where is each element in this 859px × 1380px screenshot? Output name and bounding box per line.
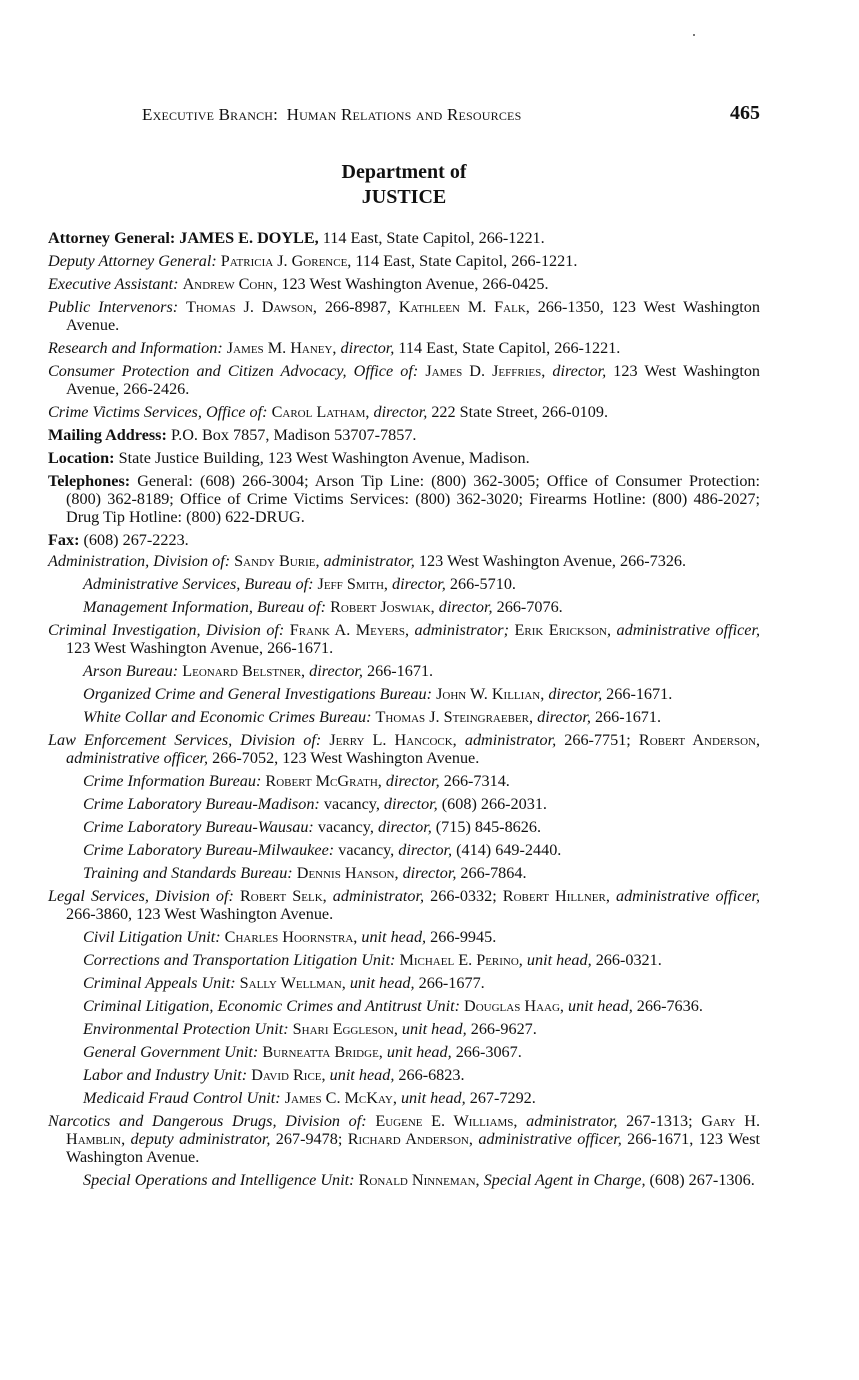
entry-name: Carol Latham, bbox=[271, 403, 370, 421]
entry-name: David Rice, bbox=[251, 1066, 326, 1084]
sub-entry bbox=[48, 818, 760, 836]
entry-role: Crime Laboratory Bureau-Wausau: bbox=[83, 818, 314, 836]
entry-rest: 266-6823. bbox=[398, 1066, 465, 1084]
sub-entry bbox=[48, 1171, 760, 1189]
entry-title: unit head, bbox=[386, 1043, 452, 1061]
entry-role: Environmental Protection Unit: bbox=[83, 1020, 289, 1038]
entry-role: Criminal Appeals Unit: bbox=[83, 974, 236, 992]
entry-title: administrator; bbox=[414, 621, 509, 639]
entry-title: director, bbox=[402, 864, 457, 882]
entry-name: Robert Selk, bbox=[239, 887, 327, 905]
entry-rest: (608) 267-1306. bbox=[649, 1171, 755, 1189]
consumer-entry bbox=[48, 362, 760, 398]
entry-name: James D. Jeffries, bbox=[425, 362, 546, 380]
entry-title: Special Agent in Charge, bbox=[483, 1171, 646, 1189]
entry-title: unit head, bbox=[401, 1020, 467, 1038]
narcotics-division bbox=[48, 1112, 760, 1166]
admin-division bbox=[48, 552, 760, 570]
entry-title: director, bbox=[392, 575, 446, 593]
ag-name: JAMES E. DOYLE, bbox=[179, 229, 319, 247]
entry-name: John W. Killian, bbox=[436, 685, 545, 703]
entry-rest: 266-9945. bbox=[430, 928, 497, 946]
entry-role: Law Enforcement Services, Division of: bbox=[48, 731, 322, 749]
entry-title: unit head, bbox=[329, 1066, 395, 1084]
entry-rest: 266-1671. bbox=[606, 685, 673, 703]
entry-name: Robert Joswiak, bbox=[330, 598, 435, 616]
directory-body bbox=[48, 229, 760, 1194]
sub-entry bbox=[48, 662, 760, 680]
sub-entry bbox=[48, 841, 760, 859]
entry-name: Leonard Belstner, bbox=[182, 662, 306, 680]
entry-rest: 123 West Washington Avenue, 266-0425. bbox=[281, 275, 549, 293]
sub-entry bbox=[48, 951, 760, 969]
field-label: Location: bbox=[48, 449, 115, 467]
field-value: P.O. Box 7857, Madison 53707-7857. bbox=[170, 426, 417, 444]
header-section: Human Relations and Resources bbox=[286, 105, 522, 124]
entry-name: Richard Anderson, bbox=[347, 1130, 473, 1148]
entry-title: unit head, bbox=[361, 928, 427, 946]
entry-title: director, bbox=[398, 841, 453, 859]
entry-rest: 266-0332; bbox=[430, 887, 497, 905]
scan-speck bbox=[693, 34, 695, 36]
entry-name: Robert McGrath, bbox=[265, 772, 382, 790]
entry-title: administrative officer, bbox=[66, 749, 209, 767]
entry-name: Thomas J. Steingraeber, bbox=[375, 708, 534, 726]
legal-services-division bbox=[48, 887, 760, 923]
entry-title: unit head, bbox=[526, 951, 592, 969]
entry-rest: 123 West Washington Avenue, 266-7326. bbox=[418, 552, 687, 570]
field-label: Telephones: bbox=[48, 472, 131, 490]
entry-name: Gary H. Hamblin, bbox=[66, 1112, 761, 1148]
entry-role: Executive Assistant: bbox=[48, 275, 179, 293]
entry-rest: 222 State Street, 266-0109. bbox=[431, 403, 609, 421]
department-title bbox=[48, 160, 760, 210]
entry-name: Frank A. Meyers, bbox=[289, 621, 410, 639]
entry-name: Robert Hillner, bbox=[502, 887, 610, 905]
entry-name: James M. Haney, bbox=[226, 339, 337, 357]
entry-name: Ronald Ninneman, bbox=[358, 1171, 480, 1189]
entry-role: Crime Victims Services, Office of: bbox=[48, 403, 268, 421]
research-entry bbox=[48, 339, 760, 357]
entry-rest: 266-7076. bbox=[496, 598, 563, 616]
crime-victims-entry bbox=[48, 403, 760, 421]
entry-title: director, bbox=[548, 685, 603, 703]
sub-entry bbox=[48, 795, 760, 813]
entry-role: Consumer Protection and Citizen Advocacy, Office of: bbox=[48, 362, 419, 380]
attorney-general-entry bbox=[48, 229, 760, 247]
entry-role: Research and Information: bbox=[48, 339, 223, 357]
exec-assistant-entry bbox=[48, 275, 760, 293]
entry-rest: 266-0321. bbox=[595, 951, 662, 969]
entry-rest: 266-7052, 123 West Washington Avenue. bbox=[212, 749, 480, 767]
entry-role: Crime Laboratory Bureau-Milwaukee: bbox=[83, 841, 335, 859]
entry-title: administrative officer, bbox=[615, 887, 761, 905]
entry-name: Michael E. Perino, bbox=[399, 951, 523, 969]
entry-role: Crime Information Bureau: bbox=[83, 772, 262, 790]
entry-name: Jeff Smith, bbox=[317, 575, 388, 593]
law-enforcement-division bbox=[48, 731, 760, 767]
entry-rest: 266-8987, bbox=[324, 298, 391, 316]
entry-rest: 266-1671, 123 West Washington Avenue. bbox=[66, 1130, 761, 1166]
sub-entry bbox=[48, 575, 760, 593]
entry-role: Organized Crime and General Investigations Bureau: bbox=[83, 685, 433, 703]
entry-role: Criminal Investigation, Division of: bbox=[48, 621, 285, 639]
entry-name: Andrew Cohn, bbox=[182, 275, 278, 293]
location bbox=[48, 449, 760, 467]
entry-role: General Government Unit: bbox=[83, 1043, 259, 1061]
entry-name: Shari Eggleson, bbox=[292, 1020, 398, 1038]
ag-label: Attorney General: bbox=[48, 229, 176, 247]
entry-title: deputy administrator, bbox=[130, 1130, 271, 1148]
entry-title: administrator, bbox=[323, 552, 415, 570]
telephones bbox=[48, 472, 760, 526]
entry-title: director, bbox=[383, 795, 438, 813]
field-value: State Justice Building, 123 West Washington Avenue, Madison. bbox=[118, 449, 530, 467]
entry-rest: 266-5710. bbox=[449, 575, 516, 593]
header-branch: Executive Branch: bbox=[142, 105, 279, 124]
page-number: 465 bbox=[730, 102, 760, 124]
entry-rest: 266-3067. bbox=[455, 1043, 522, 1061]
entry-role: Special Operations and Intelligence Unit: bbox=[83, 1171, 355, 1189]
entry-title: director, bbox=[373, 403, 428, 421]
department-line2: JUSTICE bbox=[361, 186, 447, 208]
entry-role: Legal Services, Division of: bbox=[48, 887, 234, 905]
entry-role: Training and Standards Bureau: bbox=[83, 864, 293, 882]
entry-title: director, bbox=[309, 662, 363, 680]
entry-rest: 266-1671. bbox=[594, 708, 662, 726]
running-header bbox=[142, 102, 760, 124]
sub-entry bbox=[48, 685, 760, 703]
entry-rest: (608) 266-2031. bbox=[441, 795, 547, 813]
entry-rest: 123 West Washington Avenue, 266-2426. bbox=[66, 362, 761, 398]
sub-entry bbox=[48, 772, 760, 790]
entry-role: Medicaid Fraud Control Unit: bbox=[83, 1089, 281, 1107]
entry-name: Sally Wellman, bbox=[239, 974, 346, 992]
entry-title: director, bbox=[377, 818, 432, 836]
entry-rest: 267-9478; bbox=[275, 1130, 343, 1148]
entry-name: Kathleen M. Falk, bbox=[398, 298, 530, 316]
entry-title: unit head, bbox=[568, 997, 633, 1015]
entry-rest: 266-7864. bbox=[460, 864, 527, 882]
entry-rest: 123 West Washington Avenue, 266-1671. bbox=[66, 639, 334, 657]
field-value: (608) 267-2223. bbox=[83, 531, 189, 549]
entry-role: Management Information, Bureau of: bbox=[83, 598, 327, 616]
entry-name: Erik Erickson, bbox=[514, 621, 612, 639]
entry-rest: 267-7292. bbox=[469, 1089, 536, 1107]
fax bbox=[48, 531, 760, 549]
entry-title: unit head, bbox=[400, 1089, 466, 1107]
entry-rest: 266-7751; bbox=[564, 731, 631, 749]
entry-role: Labor and Industry Unit: bbox=[83, 1066, 248, 1084]
entry-name: Sandy Burie, bbox=[234, 552, 320, 570]
entry-rest: 267-1313; bbox=[626, 1112, 693, 1130]
entry-rest: (715) 845-8626. bbox=[435, 818, 541, 836]
entry-name: James C. McKay, bbox=[284, 1089, 397, 1107]
entry-name: Burneatta Bridge, bbox=[262, 1043, 383, 1061]
sub-entry bbox=[48, 598, 760, 616]
entry-rest: 114 East, State Capitol, 266-1221. bbox=[398, 339, 621, 357]
entry-role: Administration, Division of: bbox=[48, 552, 231, 570]
entry-title: director, bbox=[385, 772, 440, 790]
entry-rest: 266-7314. bbox=[443, 772, 510, 790]
entry-rest: 266-1350, 123 West Washington Avenue. bbox=[66, 298, 760, 334]
entry-title: administrator, bbox=[526, 1112, 618, 1130]
entry-title: director, bbox=[438, 598, 493, 616]
entry-role: Crime Laboratory Bureau-Madison: bbox=[83, 795, 320, 813]
entry-rest: 266-1677. bbox=[418, 974, 485, 992]
entry-role: Civil Litigation Unit: bbox=[83, 928, 221, 946]
entry-title: director, bbox=[340, 339, 395, 357]
entry-role: Criminal Litigation, Economic Crimes and Antitrust Unit: bbox=[83, 997, 460, 1015]
entry-name: Robert Anderson, bbox=[638, 731, 761, 749]
sub-entry bbox=[48, 708, 760, 726]
entry-name: Charles Hoornstra, bbox=[224, 928, 358, 946]
entry-title: unit head, bbox=[349, 974, 415, 992]
department-line1: Department of bbox=[341, 161, 467, 183]
entry-name: Eugene E. Williams, bbox=[375, 1112, 518, 1130]
ag-rest: 114 East, State Capitol, 266-1221. bbox=[322, 229, 545, 247]
intervenors-entry bbox=[48, 298, 760, 334]
field-label: Mailing Address: bbox=[48, 426, 167, 444]
sub-entry bbox=[48, 1066, 760, 1084]
entry-rest: 266-1671. bbox=[367, 662, 434, 680]
entry-title: administrator, bbox=[464, 731, 557, 749]
entry-name: Douglas Haag, bbox=[464, 997, 564, 1015]
mailing-address bbox=[48, 426, 760, 444]
entry-name: vacancy, bbox=[323, 795, 380, 813]
entry-name: Patricia J. Gorence, bbox=[220, 252, 352, 270]
entry-title: administrative officer, bbox=[616, 621, 761, 639]
entry-name: vacancy, bbox=[317, 818, 374, 836]
entry-role: Public Intervenors: bbox=[48, 298, 179, 316]
entry-role: Administrative Services, Bureau of: bbox=[83, 575, 314, 593]
entry-rest: (414) 649-2440. bbox=[456, 841, 562, 859]
entry-rest: 266-7636. bbox=[636, 997, 703, 1015]
entry-title: administrator, bbox=[332, 887, 425, 905]
field-label: Fax: bbox=[48, 531, 80, 549]
entry-rest: 266-3860, 123 West Washington Avenue. bbox=[66, 905, 334, 923]
entry-name: Thomas J. Dawson, bbox=[186, 298, 317, 316]
entry-role: Arson Bureau: bbox=[83, 662, 179, 680]
entry-title: administrative officer, bbox=[478, 1130, 622, 1148]
criminal-division bbox=[48, 621, 760, 657]
sub-entry bbox=[48, 864, 760, 882]
deputy-entry bbox=[48, 252, 760, 270]
entry-role: Narcotics and Dangerous Drugs, Division of: bbox=[48, 1112, 367, 1130]
sub-entry bbox=[48, 928, 760, 946]
entry-name: Jerry L. Hancock, bbox=[329, 731, 457, 749]
entry-rest: 114 East, State Capitol, 266-1221. bbox=[355, 252, 578, 270]
field-value: General: (608) 266-3004; Arson Tip Line: (800) 362-3005; Office of Consumer Protection: (800) 362-8189; Office of Crime Victims Services: (800) 362-3020; Firearms Hotline: (800) 486-2027; Drug Tip Hotline: (800) 622-DRUG. bbox=[66, 472, 760, 526]
entry-name: Dennis Hanson, bbox=[296, 864, 399, 882]
entry-role: White Collar and Economic Crimes Bureau: bbox=[83, 708, 372, 726]
entry-title: director, bbox=[552, 362, 607, 380]
entry-role: Deputy Attorney General: bbox=[48, 252, 217, 270]
sub-entry bbox=[48, 974, 760, 992]
sub-entry bbox=[48, 1089, 760, 1107]
entry-title: director, bbox=[537, 708, 591, 726]
entry-name: vacancy, bbox=[338, 841, 395, 859]
sub-entry bbox=[48, 1020, 760, 1038]
sub-entry bbox=[48, 997, 760, 1015]
entry-role: Corrections and Transportation Litigation Unit: bbox=[83, 951, 396, 969]
entry-rest: 266-9627. bbox=[470, 1020, 537, 1038]
sub-entry bbox=[48, 1043, 760, 1061]
